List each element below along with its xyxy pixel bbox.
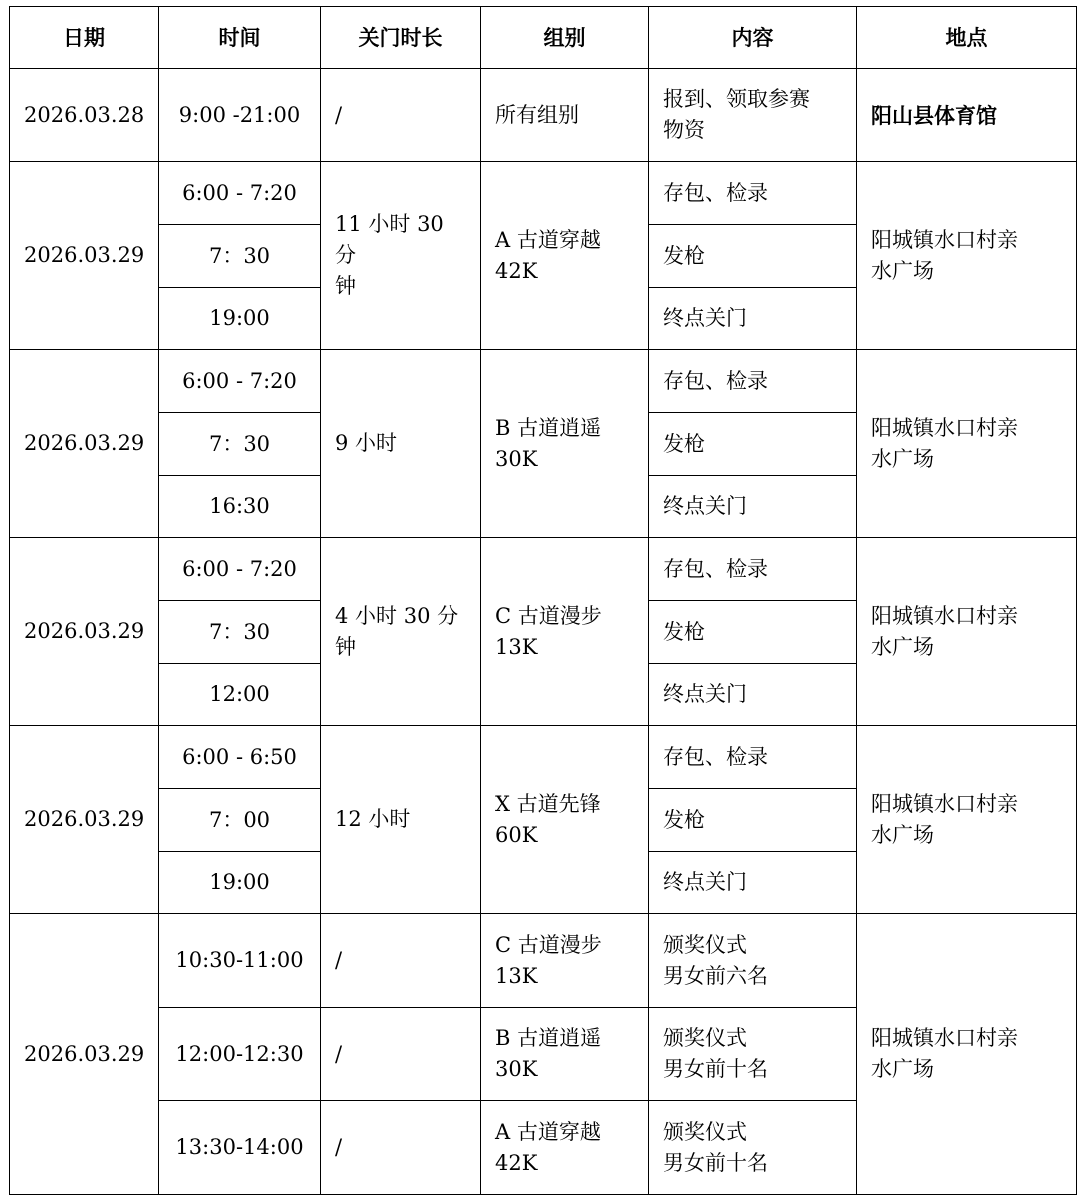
checkin-row <box>10 69 1077 162</box>
award-row <box>10 914 1077 1008</box>
time-cell: 19:00 <box>159 852 321 914</box>
time-cell: 7：30 <box>159 413 321 476</box>
content-cell: 终点关门 <box>649 288 857 350</box>
cutoff-cell: / <box>321 69 481 162</box>
time-cell: 13:30-14:00 <box>159 1101 321 1195</box>
race-row <box>10 726 1077 789</box>
group-cell: A 古道穿越 42K <box>481 162 649 350</box>
schedule-table <box>9 6 1077 1195</box>
time-cell: 12:00-12:30 <box>159 1008 321 1101</box>
group-cell: B 古道逍遥 30K <box>481 1008 649 1101</box>
header-cutoff: 关门时长 <box>321 7 481 69</box>
cutoff-cell: / <box>321 1101 481 1195</box>
time-cell: 9:00 -21:00 <box>159 69 321 162</box>
date-cell: 2026.03.28 <box>10 69 159 162</box>
cutoff-cell: / <box>321 914 481 1008</box>
location-cell: 阳城镇水口村亲 水广场 <box>857 350 1077 538</box>
header-date: 日期 <box>10 7 159 69</box>
location-cell: 阳山县体育馆 <box>857 69 1077 162</box>
time-cell: 10:30-11:00 <box>159 914 321 1008</box>
time-cell: 7：30 <box>159 225 321 288</box>
content-cell: 发枪 <box>649 225 857 288</box>
content-cell: 终点关门 <box>649 852 857 914</box>
header-time: 时间 <box>159 7 321 69</box>
date-cell: 2026.03.29 <box>10 538 159 726</box>
time-cell: 7：00 <box>159 789 321 852</box>
date-cell: 2026.03.29 <box>10 726 159 914</box>
time-cell: 7：30 <box>159 601 321 664</box>
date-cell: 2026.03.29 <box>10 350 159 538</box>
time-cell: 19:00 <box>159 288 321 350</box>
location-cell: 阳城镇水口村亲 水广场 <box>857 538 1077 726</box>
content-cell: 存包、检录 <box>649 350 857 413</box>
header-location: 地点 <box>857 7 1077 69</box>
group-cell: C 古道漫步 13K <box>481 538 649 726</box>
location-cell: 阳城镇水口村亲 水广场 <box>857 914 1077 1195</box>
location-cell: 阳城镇水口村亲 水广场 <box>857 726 1077 914</box>
group-cell: X 古道先锋 60K <box>481 726 649 914</box>
location-cell: 阳城镇水口村亲 水广场 <box>857 162 1077 350</box>
content-cell: 发枪 <box>649 601 857 664</box>
cutoff-cell: 12 小时 <box>321 726 481 914</box>
cutoff-cell: 11 小时 30 分 钟 <box>321 162 481 350</box>
content-cell: 终点关门 <box>649 476 857 538</box>
time-cell: 12:00 <box>159 664 321 726</box>
time-cell: 6:00 - 6:50 <box>159 726 321 789</box>
content-cell: 存包、检录 <box>649 162 857 225</box>
header-content: 内容 <box>649 7 857 69</box>
group-cell: C 古道漫步 13K <box>481 914 649 1008</box>
group-cell: B 古道逍遥 30K <box>481 350 649 538</box>
group-cell: 所有组别 <box>481 69 649 162</box>
cutoff-cell: 9 小时 <box>321 350 481 538</box>
cutoff-cell: / <box>321 1008 481 1101</box>
date-cell: 2026.03.29 <box>10 162 159 350</box>
content-cell: 存包、检录 <box>649 726 857 789</box>
race-row <box>10 538 1077 601</box>
header-group: 组别 <box>481 7 649 69</box>
cutoff-cell: 4 小时 30 分 钟 <box>321 538 481 726</box>
time-cell: 6:00 - 7:20 <box>159 538 321 601</box>
content-cell: 颁奖仪式 男女前十名 <box>649 1008 857 1101</box>
race-row <box>10 162 1077 225</box>
content-cell: 颁奖仪式 男女前十名 <box>649 1101 857 1195</box>
content-cell: 发枪 <box>649 789 857 852</box>
content-cell: 终点关门 <box>649 664 857 726</box>
content-cell: 颁奖仪式 男女前六名 <box>649 914 857 1008</box>
content-cell: 发枪 <box>649 413 857 476</box>
time-cell: 16:30 <box>159 476 321 538</box>
race-row <box>10 350 1077 413</box>
time-cell: 6:00 - 7:20 <box>159 350 321 413</box>
group-cell: A 古道穿越 42K <box>481 1101 649 1195</box>
content-cell: 存包、检录 <box>649 538 857 601</box>
header-row <box>10 7 1077 69</box>
time-cell: 6:00 - 7:20 <box>159 162 321 225</box>
date-cell: 2026.03.29 <box>10 914 159 1195</box>
content-cell: 报到、领取参赛 物资 <box>649 69 857 162</box>
